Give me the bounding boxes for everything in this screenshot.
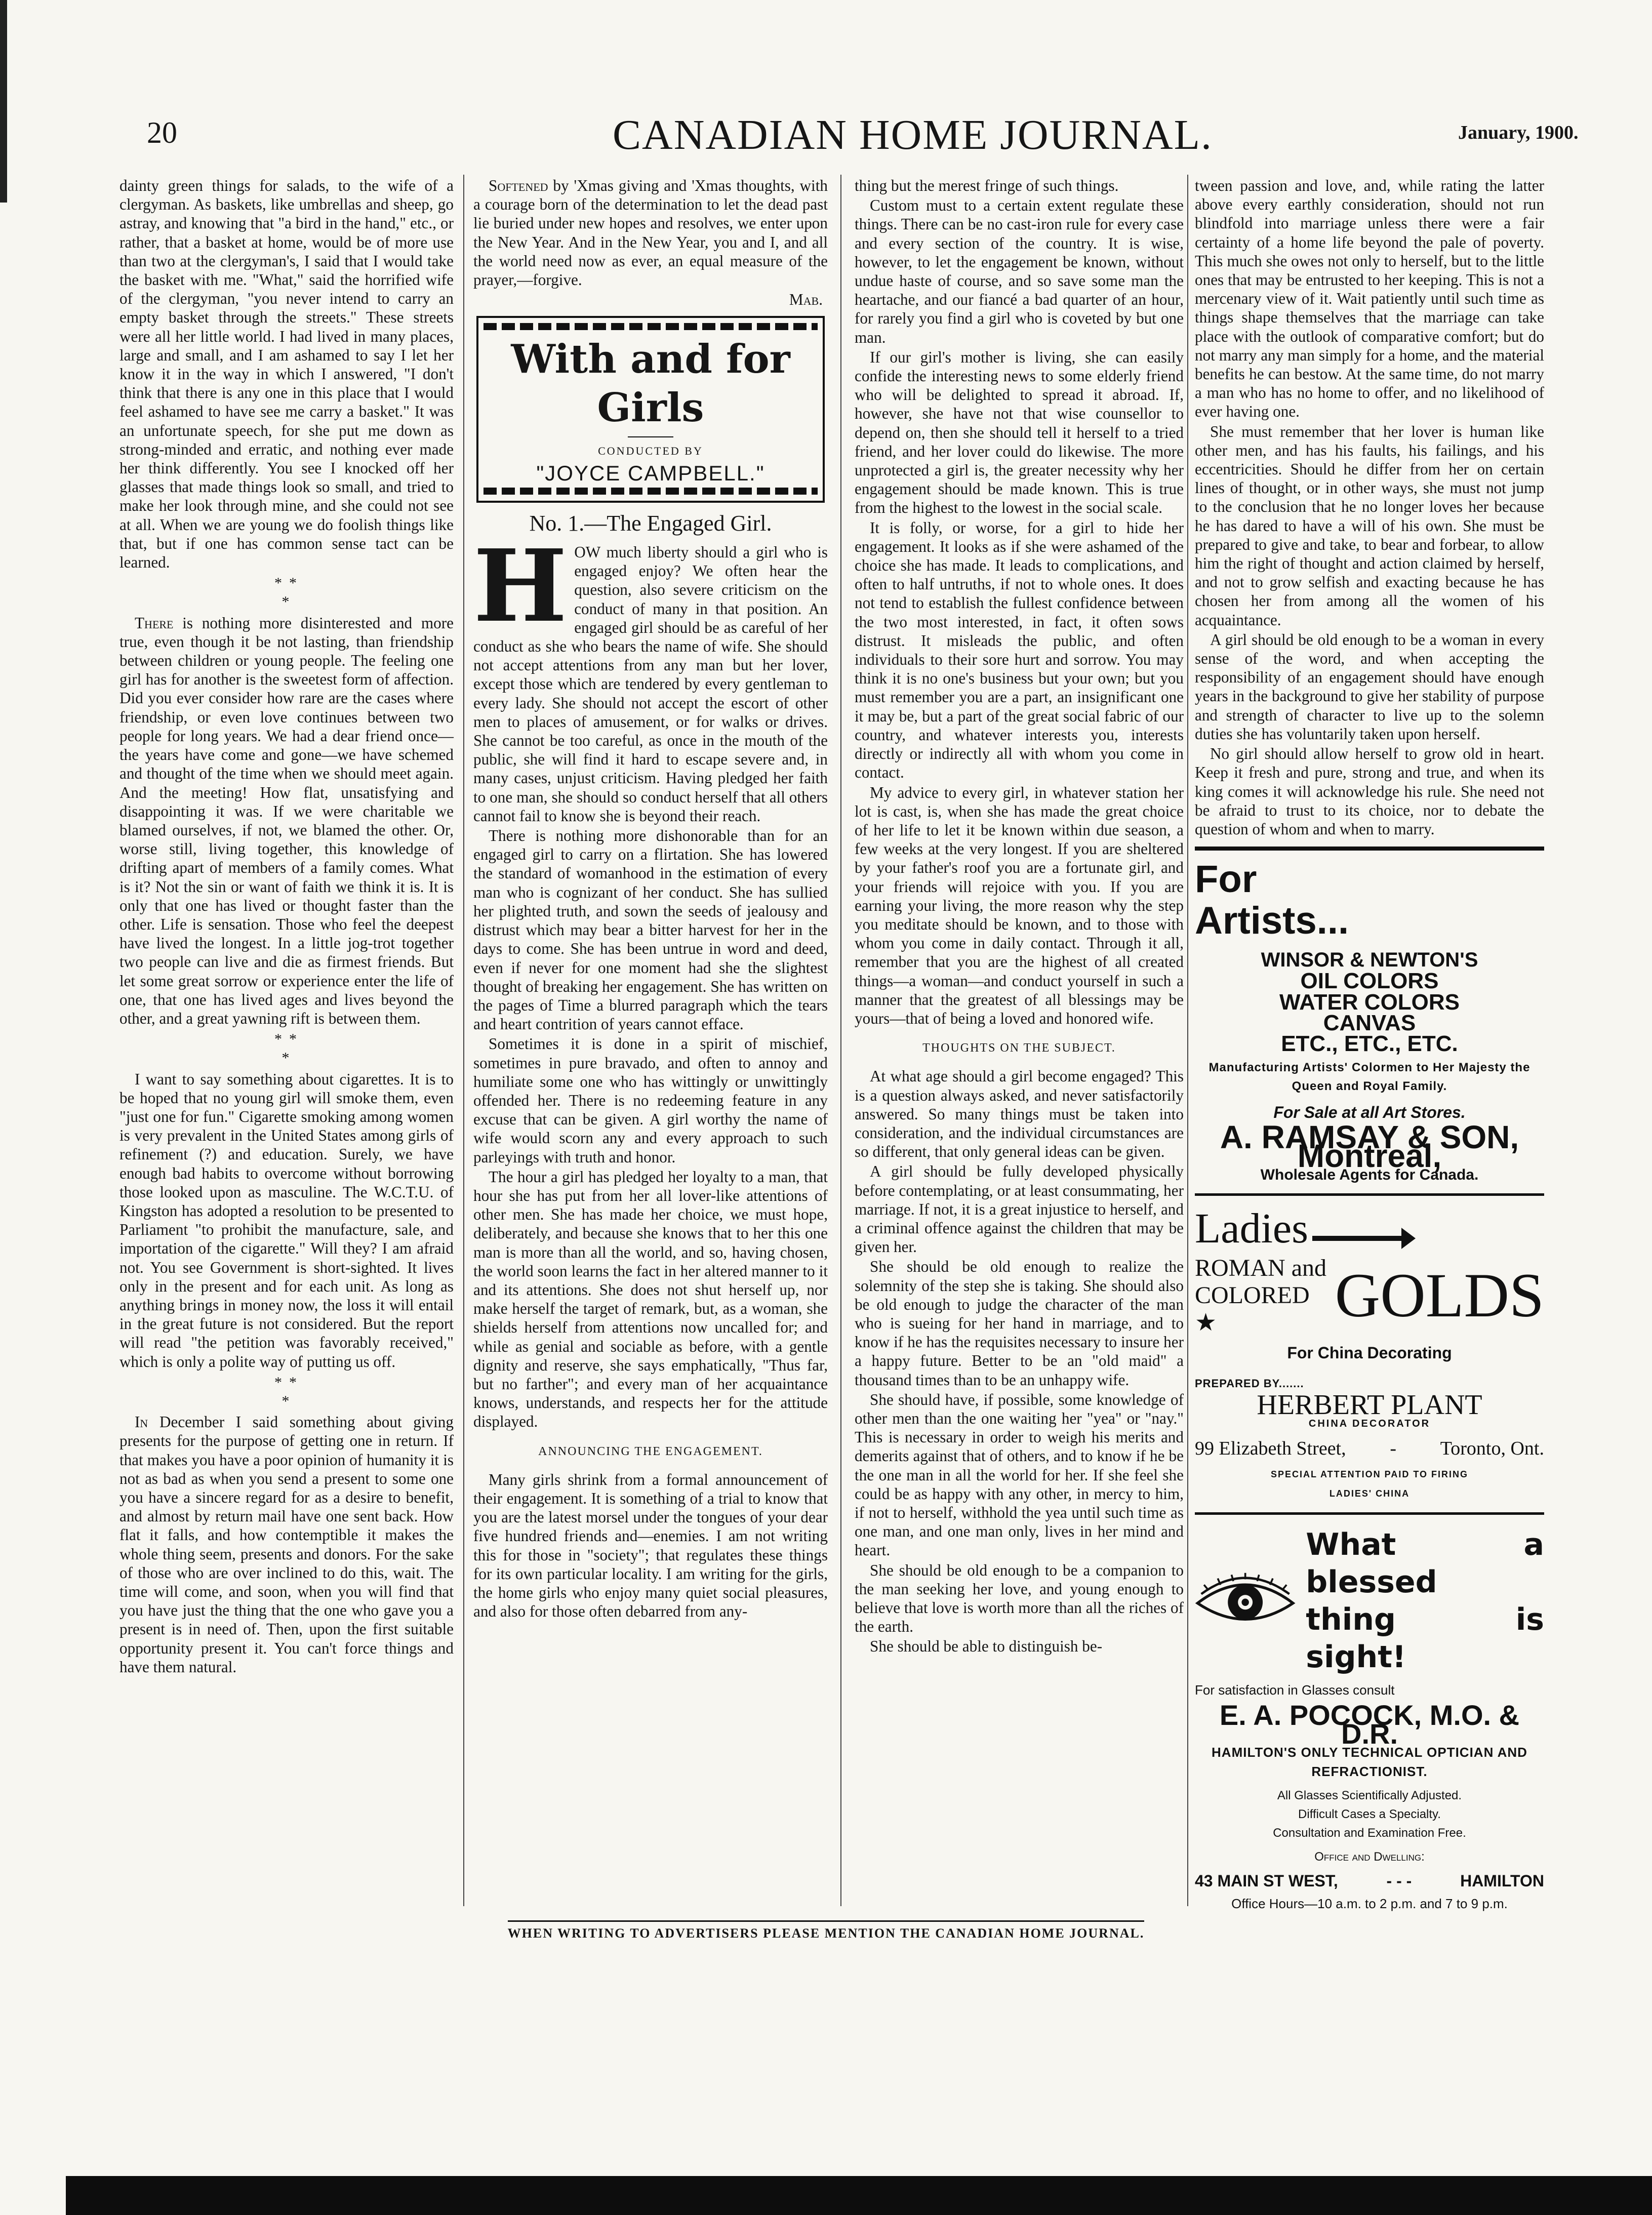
lead-word: There — [135, 614, 174, 632]
article-title: No. 1.—The Engaged Girl. — [529, 510, 772, 536]
divider — [628, 436, 673, 437]
section-stars: * * * — [274, 1031, 299, 1067]
ad-top-row — [1195, 1526, 1544, 1676]
ad-line: For China Decorating — [1287, 1344, 1452, 1362]
advertisement-golds — [1195, 1196, 1544, 1514]
ad-line: All Glasses Scientifically Adjusted. — [1277, 1788, 1462, 1802]
lead-word: In — [135, 1413, 148, 1431]
scan-edge-bottom — [66, 2176, 1652, 2215]
ad-line: HAMILTON'S ONLY TECHNICAL OPTICIAN AND — [1212, 1745, 1527, 1760]
ad-line: WINSOR & NEWTON'S — [1261, 949, 1478, 972]
section-subhead: ANNOUNCING THE ENGAGEMENT. — [538, 1444, 763, 1458]
advertisement-optician — [1195, 1515, 1544, 1918]
paragraph — [473, 528, 828, 825]
issue-date: January, 1900. — [1458, 122, 1579, 143]
paragraph: Many girls shrink from a formal announcement of their engagement. It is something of a trial to know that you are the latest morsel under the tongues of your dear five hundred friends and—enemies. I am not writing this for those in "society"; that regulates these things for its own particular locality. I am writing for the girls, the home girls who enjoy many quiet social pleasures, and also for those often debarred from any- — [473, 1470, 828, 1621]
ad-line: CANVAS — [1323, 1010, 1416, 1035]
paragraph: No girl should allow herself to grow old in heart. Keep it fresh and pure, strong and true, and when its king comes it will acknowledge his rule. She need not be afraid to trust to its choice, nor to debate the question of whom and when to marry. — [1195, 745, 1544, 838]
ad-heading: Ladies — [1195, 1205, 1308, 1253]
advertisement-artists — [1195, 851, 1544, 1196]
paragraph: My advice to every girl, in whatever station her lot is cast, is, when she has made the great choice of her life to let it be known within due season, a few weeks at the very longest. If you are sheltered by your father's roof you are a fortunate girl, and your friends will rejoice with you. If you are earning your living, the more reason why the step you meditate should be known, and to those with whom you come in daily contact. Through it all, remember that you are the highest of all created things—a woman—and conduct yourself in such a manner that the greatest of all blessings may be yours—that of being a loved and honored wife. — [855, 783, 1184, 1027]
ad-line: SPECIAL ATTENTION PAID TO FIRING — [1270, 1469, 1468, 1480]
paragraph: tween passion and love, and, while rating the latter above every earthly consideration, should not run blindfold into marriage unless there were a fair certainty of a home life beyond the pale of poverty. This much she owes not only to herself, but to the little ones that may be entrusted to her keeping. This is not a mercenary view of it. Wait patiently until such time as things shape themselves that the marriage can take place with the outlook of comparative comfort; but do not marry any man simply for a home, and the material benefits he can bestow. At the same time, do not marry a man who has no home to offer, and no likelihood of ever having one. — [1195, 177, 1544, 421]
paragraph: The hour a girl has pledged her loyalty to a man, that hour she has put from her all lover-like attentions of other men. She has made her choice, we must hope, deliberately, and because she knows that to her this one man is more than all the world, and so, having chosen, the world soon learns the fact in her altered manner to it and its attentions. She does not shut herself up, nor make herself the target of remark, but, as a woman, she shields herself from attentions now uncalled for; and while as genial and sociable as before, with a gentle dignity and reserve, she says emphatically, "Thus far, but no farther"; and every man of her acquaintance knows, understands, and respects her for the attitude displayed. — [473, 1167, 828, 1431]
address-dash: - - - — [1386, 1871, 1412, 1890]
paragraph: If our girl's mother is living, she can easily confide the interesting news to some elderly friend who will be delighted to spread it abroad. If, however, she have not that wise counsellor to depend on, then she should tell it herself to a tried friend, and her lover could do likewise. The more unprotected a girl is, the greater necessity why her engagement should be made known. This is true from the highest to the lowest in the social scale. — [855, 348, 1184, 517]
ad-line: CHINA DECORATOR — [1308, 1418, 1431, 1429]
paragraph: thing but the merest fringe of such things. — [855, 177, 1119, 194]
ad-address — [1195, 1872, 1544, 1890]
page-header — [0, 112, 1652, 173]
column-rule — [1187, 175, 1188, 1906]
ad-company: E. A. POCOCK, M.O. & D.R. — [1219, 1699, 1520, 1750]
column-rule — [840, 175, 841, 1906]
paragraph: She should have, if possible, some knowledge of other men than the one waiting her "yea" or "nay." This is necessary in order to weigh his merits and demerits against that of others, and to know if he be the one man in all the world for her. If she feel she could be as happy with any other, in mercy to him, if not to herself, withhold the yea until such time as one man, and one man only, lives in her mind and heart. — [855, 1390, 1184, 1559]
column-4 — [1195, 176, 1544, 1918]
ad-slogan — [1306, 1526, 1544, 1676]
paragraph: She should be able to distinguish be- — [870, 1637, 1103, 1656]
column-1 — [119, 176, 454, 1677]
ad-line: Difficult Cases a Specialty. — [1298, 1807, 1441, 1821]
ad-line: ETC., ETC., ETC. — [1281, 1031, 1458, 1056]
paragraph: Sometimes it is done in a spirit of mischief, sometimes in pure bravado, and often to annoy and humiliate some one who has wittingly or unwittingly offended her. There is no redeeming feature in any excuse that can be given. A girl worthy the name of wife would scorn any and every approach to such parleyings with truth and honor. — [473, 1035, 828, 1166]
paragraph-text: OW much liberty should a girl who is engaged enjoy? We often hear the question, also severe criticism on the conduct of many in that position. An engaged girl should be as careful of her conduct as she who bears the name of wife. She should not accept attentions from any man but her lover, except those which are tendered by every gentleman to every lady. She should not accept the escort of other men to places of amusement, or for walks or drives. She cannot be too careful, as once in the mouth of the public, she will find it hard to escape severe and, in many cases, unjust criticism. Having pledged her faith to one man, she should so conduct herself that all others cannot fail to know she is beyond their reach. — [473, 543, 828, 825]
address-city: HAMILTON — [1460, 1871, 1544, 1890]
address-city: Toronto, Ont. — [1440, 1438, 1544, 1460]
section-subhead: THOUGHTS ON THE SUBJECT. — [922, 1041, 1116, 1055]
ad-address — [1195, 1439, 1544, 1458]
ad-line: LADIES' CHINA — [1329, 1488, 1410, 1499]
column-3 — [855, 176, 1184, 1657]
ad-company: A. RAMSAY & SON, Montreal, — [1220, 1118, 1519, 1174]
ad-product-row — [1195, 1255, 1544, 1337]
ad-slogan-line: thing is sight! — [1306, 1601, 1544, 1675]
ad-heading: For — [1195, 858, 1257, 901]
ad-line: Office and Dwelling: — [1314, 1850, 1425, 1864]
address-street: 99 Elizabeth Street, — [1195, 1438, 1346, 1460]
paragraph: It is folly, or worse, for a girl to hide her engagement. It looks as if she were ashamed of the choice she has made. It leads to complications, and often to half untruths, if not to whole ones. It does not tend to establish the fullest confidence between the two most interested, in fact, it often sows distrust. It misleads the public, and often individuals to their sore hurt and sorrow. You may think it is no one's business but your own; but you must remember you are a part, an insignificant one it may be, but a part of the great social fabric of our country, and whatever interests you, interests directly or indirectly all with whom you come in contact. — [855, 518, 1184, 782]
ad-line: COLORED ★ — [1195, 1282, 1310, 1337]
ad-line: Consultation and Examination Free. — [1273, 1826, 1466, 1840]
paragraph: dainty green things for salads, to the wife of a clergyman. As baskets, like umbrellas and sheep, go astray, and knowing that "a bird in the hand," etc., or rather, that a basket at home, would be of more use than two at the clergyman's, I said that I would take the basket with me. "What," said the horrified wife of the clergyman, "you never intend to carry an empty basket through the streets." These streets were all her little world. I had lived in many places, large and small, and I am ashamed to say I let her know it in the way in which I answered, "I don't think that there is any one in this place that I would feel ashamed to have see me carry a basket." It was an unfortunate speech, for she put me down as strong-minded and erratic, and nothing ever made her think differently. You see I knocked off her glasses that made things look so small, and tried to make her look through mine, and she could not see at all. When we are young we do foolish things like that, but if one has common sense tact can be learned. — [119, 177, 454, 572]
conducted-by-label: CONDUCTED BY — [598, 445, 703, 458]
paragraph — [119, 614, 454, 1028]
eye-icon — [1195, 1568, 1296, 1634]
ad-line: REFRACTIONIST. — [1311, 1763, 1428, 1779]
ad-line: For satisfaction in Glasses consult — [1195, 1682, 1395, 1698]
paragraph-text: by 'Xmas giving and 'Xmas thoughts, with a courage born of the determination to let the dead past lie buried under new hopes and resolves, we enter upon the New Year. And in the New Year, you and I, and all the world need now as ever, an equal measure of the prayer,—forgive. — [473, 177, 828, 289]
paragraph: A girl should be old enough to be a woman in every sense of the word, and when accepting the responsibility of an engagement should have enough years in the background to give her stability of purpose and strength of character to live up to the solemn duties she has voluntarily taken upon herself. — [1195, 630, 1544, 743]
signature: Mab. — [789, 291, 823, 309]
address-dash: - — [1390, 1438, 1396, 1460]
paragraph: I want to say something about cigarettes. It is to be hoped that no young girl will smoke them, even "just one for fun." Cigarette smoking among women is very prevalent in the United States among girls of refinement (?) and education. Surely, we have enough bad habits to overcome without borrowing those looked upon as masculine. The W.C.T.U. of Kingston has adopted a resolution to be presented to Parliament "to prohibit the manufacture, sale, and importation of the cigarette." Will they? I am afraid not. You see Government is short-sighted. It lives only in the present and for each unit. As long as anything brings in money now, the loss it will entail in the great future is not considered. But the report will read "the petition was favorably received," which is only a polite way of putting us off. — [119, 1070, 454, 1371]
paragraph: She should be old enough to realize the solemnity of the step she is taking. She should also be old enough to judge the character of the man who is sueing for her hand in marriage, and to know if he has the requisites necessary to insure her a happy future. Better to be an "old maid" a thousand times than to be an unhappy wife. — [855, 1258, 1184, 1389]
section-stars: * * * — [274, 575, 299, 611]
paragraph — [473, 176, 828, 289]
department-title-box — [476, 316, 825, 502]
ad-heading: Artists... — [1195, 899, 1349, 943]
ad-line: For Sale at all Art Stores. — [1273, 1103, 1466, 1121]
divider — [1195, 847, 1544, 851]
ad-line: PREPARED BY....... — [1195, 1377, 1304, 1390]
paragraph — [119, 1413, 454, 1676]
section-stars: * * * — [274, 1374, 299, 1409]
ad-line: Office Hours—10 a.m. to 2 p.m. and 7 to 9 p.m. — [1231, 1896, 1508, 1911]
paragraph: At what age should a girl become engaged? This is a question always asked, and never satisfactorily answered. So many things must be taken into consideration, and the individual circumstances are so different, that only general ideas can be given. — [855, 1067, 1184, 1161]
arrow-icon — [1312, 1236, 1408, 1241]
footer-notice — [0, 1920, 1652, 1941]
paragraph: There is nothing more dishonorable than for an engaged girl to carry on a flirtation. She has lowered the standard of womanhood in the estimation of every man who is cognizant of her conduct. She has sullied her plighted truth, and sown the seeds of jealousy and distrust which may bear a bitter harvest for her in the days to come. She has been untrue in word and deed, even if never for one moment had she the slightest thought of breaking her engagement. She has written on the pages of Time a blurred paragraph which the tears and heart contrition of years cannot efface. — [473, 827, 828, 1033]
ad-line: OIL COLORS — [1300, 969, 1439, 994]
paragraph-text: December I said something about giving presents for the purpose of getting one in return. If that makes you have a poor opinion of humanity it is not as bad as when you send a present to some one you have a sincere regard for as a desire to benefit, and almost by return mail have one sent back. How flat it falls, and how contemptible it makes the whole thing seem, presents and donors. For the sake of those who are over inclined to do this, wait. The time will come, and soon, when you will find that you have just the thing that the one who gave you a present is in need of. Then, upon the first suitable opportunity present it. You can't force things and have them natural. — [119, 1413, 454, 1676]
ad-slogan-line: What a blessed — [1306, 1526, 1544, 1600]
ad-company: HERBERT PLANT — [1257, 1389, 1482, 1421]
editor-name: "JOYCE CAMPBELL." — [536, 461, 765, 485]
paragraph: She must remember that her lover is human like other men, and has his faults, his failings, and his eccentricities. Should he differ from her on certain lines of thought, or in other ways, she must not jump to the conclusion that he no longer loves her because he has dared to have a will of his own. She must be prepared to give and take, to bear and forbear, to allow him the right of thought and action claimed by herself, and not to grow selfish and exacting because he has chosen her from among all the women of his acquaintance. — [1195, 422, 1544, 629]
journal-title: CANADIAN HOME JOURNAL. — [613, 111, 1213, 158]
paragraph: She should be old enough to be a companion to the man seeking her love, and young enough to believe that love is worth more than all the riches of the earth. — [855, 1561, 1184, 1636]
ad-line: Wholesale Agents for Canada. — [1260, 1166, 1479, 1184]
paragraph-text: is nothing more disinterested and more true, even though it be not lasting, than friendship between children or young people. The feeling one girl has for another is the sweetest form of affection. Did you ever consider how rare are the cases where friendship, or even love continues between two people for long years. We had a dear friend once—the years have come and gone—we have schemed and thought of the time when we should meet again. And the meeting! How flat, unsatisfying and disappointing it was. If we were charitable we blamed ourselves, if not, we blamed the other. Or, worse still, living together, this knowledge of drifting apart of members of a family comes. What is it? Not the sin or want of faith we think it is. It is only that one has lived or thought faster than the other. Life is sensation. Those who feel the deepest have lived the longest. In a little jog-trot together two people can live and die as firmest friends. But let some great sorrow or experience enter the life of one, that one has lived ages and lives beyond the other, and a great yawning rift is between them. — [119, 614, 454, 1027]
column-rule — [463, 175, 464, 1906]
ad-line: ROMAN and — [1195, 1255, 1326, 1282]
ad-line: WATER COLORS — [1279, 989, 1460, 1015]
ornamental-chain-border — [483, 488, 818, 495]
lead-word: Softened — [489, 177, 548, 194]
ad-heading-row — [1195, 1206, 1544, 1252]
ad-product-labels — [1195, 1255, 1327, 1337]
department-title: With and for Girls — [511, 336, 790, 431]
address-street: 43 MAIN ST WEST, — [1195, 1871, 1338, 1890]
drop-cap: H — [473, 528, 568, 645]
ad-line: Manufacturing Artists' Colormen to Her Majesty the Queen and Royal Family. — [1208, 1061, 1530, 1094]
page-number: 20 — [147, 116, 177, 149]
paragraph: Custom must to a certain extent regulate these things. There can be no cast-iron rule for every case and every section of the country. It is wise, however, to let the engagement be known, without undue haste of course, and so save some man the heartache, and our fiancé a bad quarter of an hour, for rarely you find a girl who is coveted by but one man. — [855, 196, 1184, 346]
paragraph: A girl should be fully developed physically before contemplating, or at least consummating, her marriage. If not, it is a great injustice to herself, and a criminal offence against the children that may be given her. — [855, 1162, 1184, 1256]
ad-product: GOLDS — [1335, 1261, 1544, 1331]
ornamental-chain-border — [483, 323, 818, 330]
footer-text: WHEN WRITING TO ADVERTISERS PLEASE MENTION THE CANADIAN HOME JOURNAL. — [508, 1920, 1145, 1941]
column-2 — [473, 176, 828, 1622]
